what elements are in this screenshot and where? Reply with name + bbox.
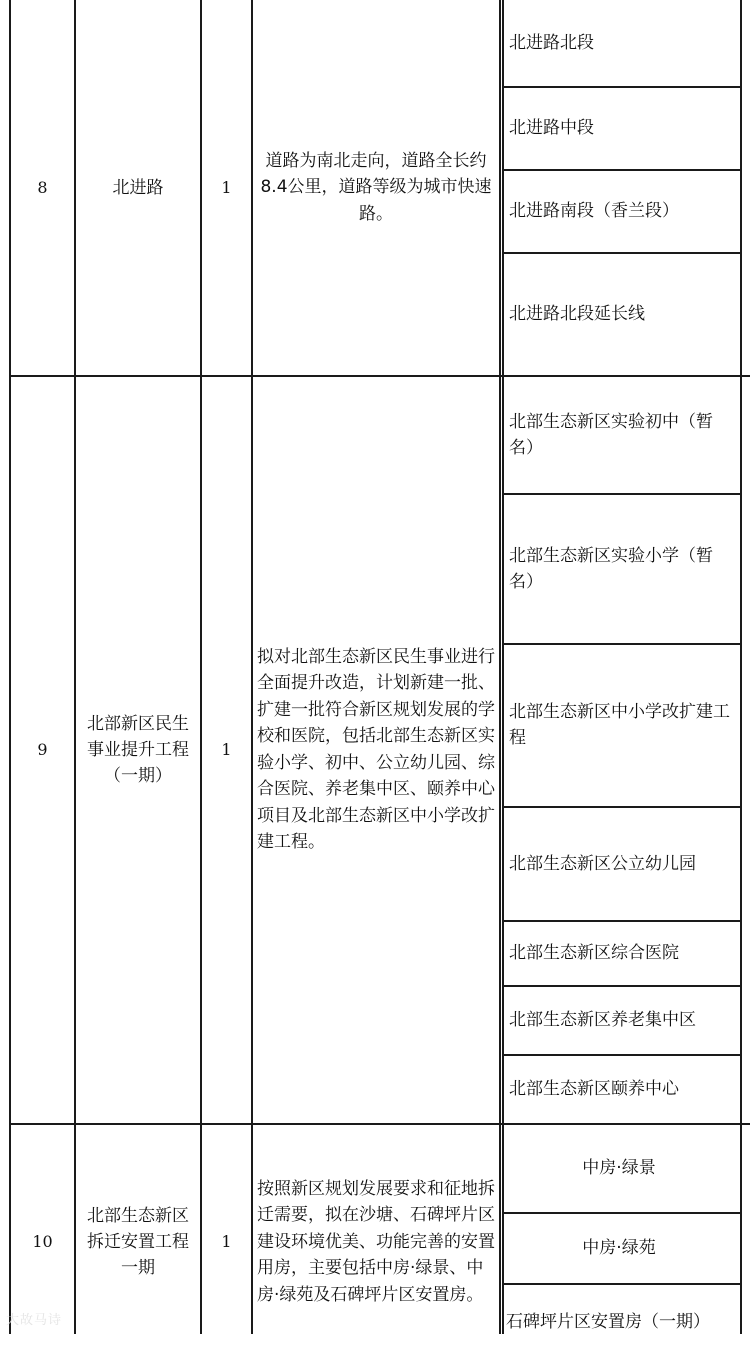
row-index: 10 (32, 1232, 53, 1251)
sub-item: 中房·绿苑 (582, 1238, 656, 1258)
sub-item: 北部生态新区公立幼儿园 (509, 853, 696, 874)
project-name: 北部生态新区拆迁安置工程一期 (87, 1206, 189, 1278)
sub-item: 北部生态新区颐养中心 (509, 1079, 679, 1099)
column-divider (499, 0, 501, 1334)
project-description: 按照新区规划发展要求和征地拆迁需要，拟在沙塘、石碑坪片区建设环境优美、功能完善的安置用房，主要包括中房·绿景、中房·绿苑及石碑坪片区安置房。 (257, 1178, 495, 1305)
column-divider (740, 0, 742, 1334)
sub-item: 北部生态新区养老集中区 (509, 1010, 696, 1030)
sub-item: 中房·绿景 (582, 1158, 656, 1178)
sub-item: 北部生态新区综合医院 (509, 943, 679, 963)
sub-item: 石碑坪片区安置房（一期） (506, 1312, 710, 1332)
sub-item: 北进路北段 (509, 33, 594, 53)
sub-item: 北部生态新区实验初中（暂名） (509, 411, 713, 458)
watermark: 大故马诗 (6, 1313, 63, 1328)
row-index: 8 (37, 177, 48, 197)
sub-item: 北部生态新区中小学改扩建工程 (509, 702, 730, 748)
sub-item: 北部生态新区实验小学（暂名） (509, 545, 713, 592)
project-count: 1 (221, 177, 232, 197)
sub-item: 北进路南段（香兰段） (509, 201, 679, 221)
project-name: 北部新区民生事业提升工程（一期） (87, 713, 189, 786)
project-name: 北进路 (112, 177, 164, 198)
row-index: 9 (37, 739, 48, 759)
project-description: 拟对北部生态新区民生事业进行全面提升改造，计划新建一批、扩建一批符合新区规划发展的学校和医院，包括北部生态新区实验小学、初中、公立幼儿园、综合医院、养老集中区、颐养中心项目及北部生态新区中小学改扩建工程。 (257, 646, 495, 852)
sub-item: 北进路中段 (509, 118, 594, 138)
project-description: 道路为南北走向，道路全长约8.4公里，道路等级为城市快速路。 (260, 150, 492, 224)
project-count: 1 (221, 1232, 232, 1251)
project-count: 1 (221, 739, 232, 759)
sub-item: 北进路北段延长线 (509, 304, 645, 324)
